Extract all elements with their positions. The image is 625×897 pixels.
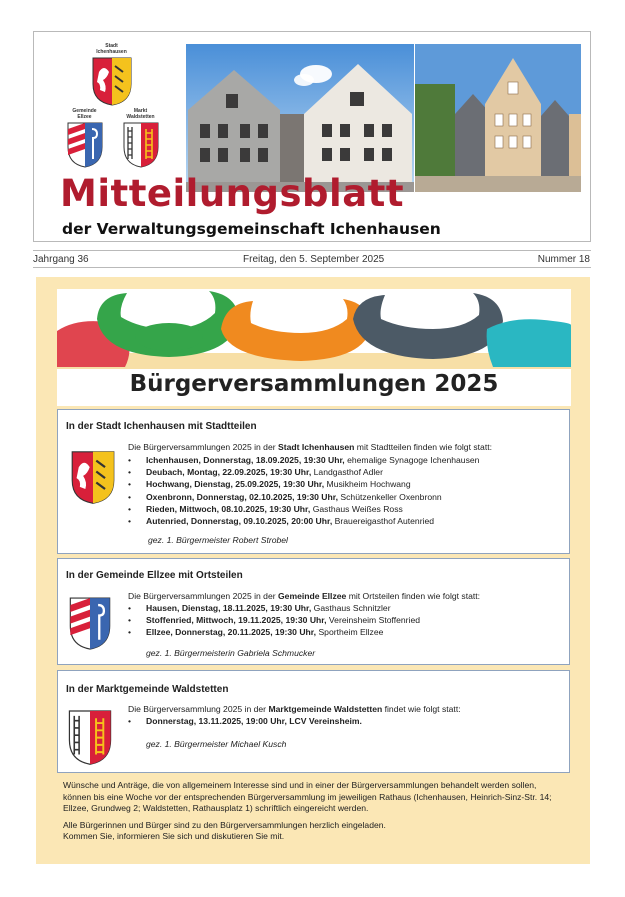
event-when: Stoffenried, Mittwoch, 19.11.2025, 19:30 Uhr, [146, 615, 327, 626]
mayor-signature: gez. 1. Bürgermeisterin Gabriela Schmucker [146, 648, 316, 658]
intro-text-end: findet wie folgt statt: [382, 704, 461, 714]
crest-label-waldstetten: Markt Waldstetten [126, 108, 155, 120]
event-when: Deubach, Montag, 22.09.2025, 19:30 Uhr, [146, 467, 312, 478]
section-heading: In der Gemeinde Ellzee mit Ortsteilen [66, 570, 243, 581]
event-when: Hausen, Dienstag, 18.11.2025, 19:30 Uhr, [146, 603, 312, 613]
crest-label-ellzee: Gemeinde Ellzee [72, 108, 97, 120]
list-item [128, 626, 558, 638]
invitation-line: Alle Bürgerinnen und Bürger sind zu den Bürgerversammlungen herzlich eingeladen. [63, 819, 386, 830]
event-where: Schützenkeller Oxenbronn [338, 491, 442, 502]
event-where: Gasthaus Weißes Ross [310, 503, 403, 514]
event-when: Autenried, Donnerstag, 09.10.2025, 20:00 Uhr, [146, 516, 333, 527]
event-where: Brauereigasthof Autenried [332, 516, 435, 527]
intro-text-end: mit Stadtteilen finden wie folgt statt: [354, 442, 492, 452]
closing-line: Kommen Sie, informieren Sie sich und diskutieren Sie mit. [63, 831, 285, 841]
event-when: Ellzee, Donnerstag, 20.11.2025, 19:30 Uhr, [146, 627, 317, 638]
requests-paragraph: Wünsche und Anträge, die von allgemeinem Interesse sind und in einer der Bürgerversammlungen behandelt werden sollen, können bis eine Woche vor der entsprechenden Bürgerversammlung im jeweiligen Rathaus (Ichenhausen, Heinrich-Sinz-Str. 14; Ellzee, Grundweg 2; Waldstetten, Rathausplatz 1) schriftlich eingereicht werden. [63, 780, 552, 813]
modern-building-image [186, 44, 414, 192]
invitation-text [63, 780, 563, 848]
section-intro [128, 441, 558, 453]
announcement-banner [57, 289, 571, 406]
event-where: Landgasthof Adler [311, 467, 383, 478]
banner-title: Bürgerversammlungen 2025 [129, 371, 499, 397]
issue-info-bar [33, 250, 591, 268]
crest-label-ichenhausen: Stadt Ichenhausen [96, 43, 127, 55]
event-where: ehemalige Synagoge Ichenhausen [344, 455, 480, 465]
ellzee-coat-of-arms-icon [66, 121, 104, 168]
crest-waldstetten [118, 108, 163, 168]
event-where: Sportheim Ellzee [316, 627, 384, 638]
photo-modern-building [186, 44, 414, 192]
crest-ellzee [62, 108, 107, 168]
event-when: Rieden, Mittwoch, 08.10.2025, 19:30 Uhr, [146, 503, 311, 514]
section-intro [128, 703, 558, 715]
historic-town-hall-image [415, 44, 581, 192]
intro-place: Stadt Ichenhausen [278, 442, 355, 452]
waldstetten-coat-of-arms-icon [122, 121, 160, 168]
event-list [128, 715, 558, 727]
intro-place: Marktgemeinde Waldstetten [268, 704, 383, 714]
event-when: Hochwang, Dienstag, 25.09.2025, 19:30 Uhr, [146, 479, 325, 490]
event-list [128, 602, 558, 639]
section-ellzee [57, 558, 570, 665]
photo-historic-town-hall [415, 44, 581, 192]
mayor-signature: gez. 1. Bürgermeister Robert Strobel [148, 535, 288, 545]
intro-text: Die Bürgerversammlungen 2025 in der [128, 591, 278, 601]
event-where: Musikheim Hochwang [324, 479, 411, 490]
issue-number: Nummer 18 [537, 254, 590, 265]
newsletter-title: Mitteilungsblatt [60, 172, 405, 215]
section-waldstetten [57, 670, 570, 773]
list-item [128, 491, 558, 503]
section-ichenhausen [57, 409, 570, 554]
issue-date: Freitag, den 5. September 2025 [243, 254, 385, 265]
waldstetten-coat-of-arms-icon [67, 708, 113, 766]
intro-text: Die Bürgerversammlung 2025 in der [128, 704, 269, 714]
masthead [33, 31, 591, 242]
list-item [128, 614, 558, 626]
list-item [128, 454, 558, 466]
ellzee-coat-of-arms-icon [68, 595, 112, 651]
event-where: Vereinsheim Stoffenried [326, 615, 421, 626]
intro-text: Die Bürgerversammlungen 2025 in der [128, 442, 278, 452]
list-item [128, 503, 558, 515]
section-heading: In der Marktgemeinde Waldstetten [66, 684, 229, 695]
list-item [128, 466, 558, 478]
ichenhausen-coat-of-arms-icon [70, 448, 116, 506]
list-item [128, 515, 558, 527]
event-when: Donnerstag, 13.11.2025, 19:00 Uhr, LCV Vereinsheim. [146, 716, 362, 726]
event-when: Oxenbronn, Donnerstag, 02.10.2025, 19:30 Uhr, [146, 491, 338, 502]
newsletter-subtitle: der Verwaltungsgemeinschaft Ichenhausen [62, 220, 441, 238]
event-where: Gasthaus Schnitzler [311, 603, 391, 613]
ichenhausen-coat-of-arms-icon [91, 56, 133, 106]
section-heading: In der Stadt Ichenhausen mit Stadtteilen [66, 421, 257, 432]
intro-text-end: mit Ortsteilen finden wie folgt statt: [346, 591, 481, 601]
event-when: Ichenhausen, Donnerstag, 18.09.2025, 19:30 Uhr, [146, 455, 345, 465]
section-intro [128, 590, 558, 602]
event-list [128, 454, 558, 527]
people-figures-graphic [57, 289, 571, 369]
list-item [128, 478, 558, 490]
volume-label: Jahrgang 36 [33, 254, 89, 265]
crest-ichenhausen [89, 43, 134, 106]
list-item [128, 715, 558, 727]
list-item [128, 602, 558, 614]
intro-place: Gemeinde Ellzee [278, 591, 347, 601]
mayor-signature: gez. 1. Bürgermeister Michael Kusch [146, 739, 287, 749]
